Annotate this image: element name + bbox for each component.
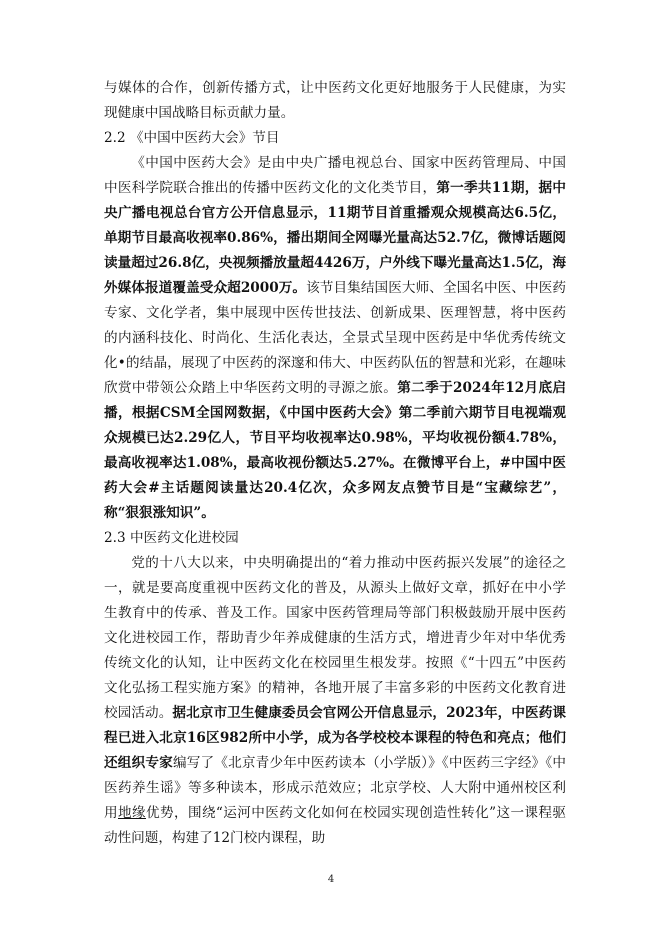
section-heading-2-2: 2.2 《中国中医药大会》节目	[104, 130, 280, 146]
section-2-3-paragraph	[104, 551, 566, 851]
section-heading-2-3: 2.3 中医药文化进校园	[104, 530, 239, 546]
text-run: 该节目集结国医大师、全国名中医、中医药专家、文化学者，集中展现中医传世技法、创新成果、医理智慧，将中医药的内涵科技化、时尚化、生活化表达，全景式呈现中医药是中华优秀传统文化•的结晶，展现了中医药的深邃和伟大、中医药队伍的智慧和光彩，在趣味欣赏中带领公众踏上中华医药文明的寻源之旅。	[104, 280, 567, 396]
text-run: 编写了《北京青少年中医药读本（小学版）》《中医药三字经》《中医药养生谣》等多种读本，形成示范效应；北京学校、人大附中通州校区利用	[104, 755, 567, 821]
text-run: 《中国中医药大会》是由中央广播电视总台、国家中医药管理局、中国中医科学院联合推出的传播中医药文化的文化类节目，	[104, 155, 566, 196]
bold-text-run: 第一季共11期，据中央广播电视总台官方公开信息显示，11期节目首重播观众规模高达6.5亿，单期节目最高收视率0.86%，播出期间全网曝光量高达52.7亿，微博话题阅读量超过26.8亿，央视频播放量超4426万，户外线下曝光量高达1.5亿，海外媒体报道覆盖受众超2000万。	[104, 180, 566, 296]
intro-paragraph: 与媒体的合作，创新传播方式，让中医药文化更好地服务于人民健康，为实现健康中国战略目标贡献力量。	[104, 80, 566, 121]
page-number: 4	[327, 874, 335, 885]
section-2-2-paragraph	[104, 151, 566, 526]
bold-text-run: 据北京市卫生健康委员会官网公开信息显示，2023年，中医药课程已进入北京16区982所中小学，成为各学校校本课程的特色和亮点；他们还组织专家	[104, 705, 566, 771]
text-run: 党的十八大以来，中央明确提出的“着力推动中医药振兴发展”的途径之一，就是要高度重视中医药文化的普及，从源头上做好文章，抓好在中小学生教育中的传承、普及工作。国家中医药管理局等部门积极鼓励开展中医药文化进校园工作，帮助青少年养成健康的生活方式，增进青少年对中华优秀传统文化的认知，让中医药文化在校园里生根发芽。按照《“十四五”中医药文化弘扬工程实施方案》的精神，各地开展了丰富多彩的中医药文化教育进校园活动。	[104, 555, 566, 721]
text-run: 优势，围绕“运河中医药文化如何在校园实现创造性转化”这一课程驱动性问题，构建了12门校内课程，助	[104, 805, 567, 846]
bold-text-run: 第二季于2024年12月底启播，根据CSM全国网数据，《中国中医药大会》第二季前六期节目电视端观众规模已达2.29亿人，节目平均收视率达0.98%，平均收视份额4.78%，最高收视率达1.08%，最高收视份额达5.27%。在微博平台上，#中国中医药大会#主话题阅读量达20.4亿次，众多网友点赞节目是“宝藏综艺”，称“狠狠涨知识”。	[104, 380, 566, 521]
underlined-text-run: 地缘	[118, 805, 146, 821]
document-body	[104, 76, 566, 851]
